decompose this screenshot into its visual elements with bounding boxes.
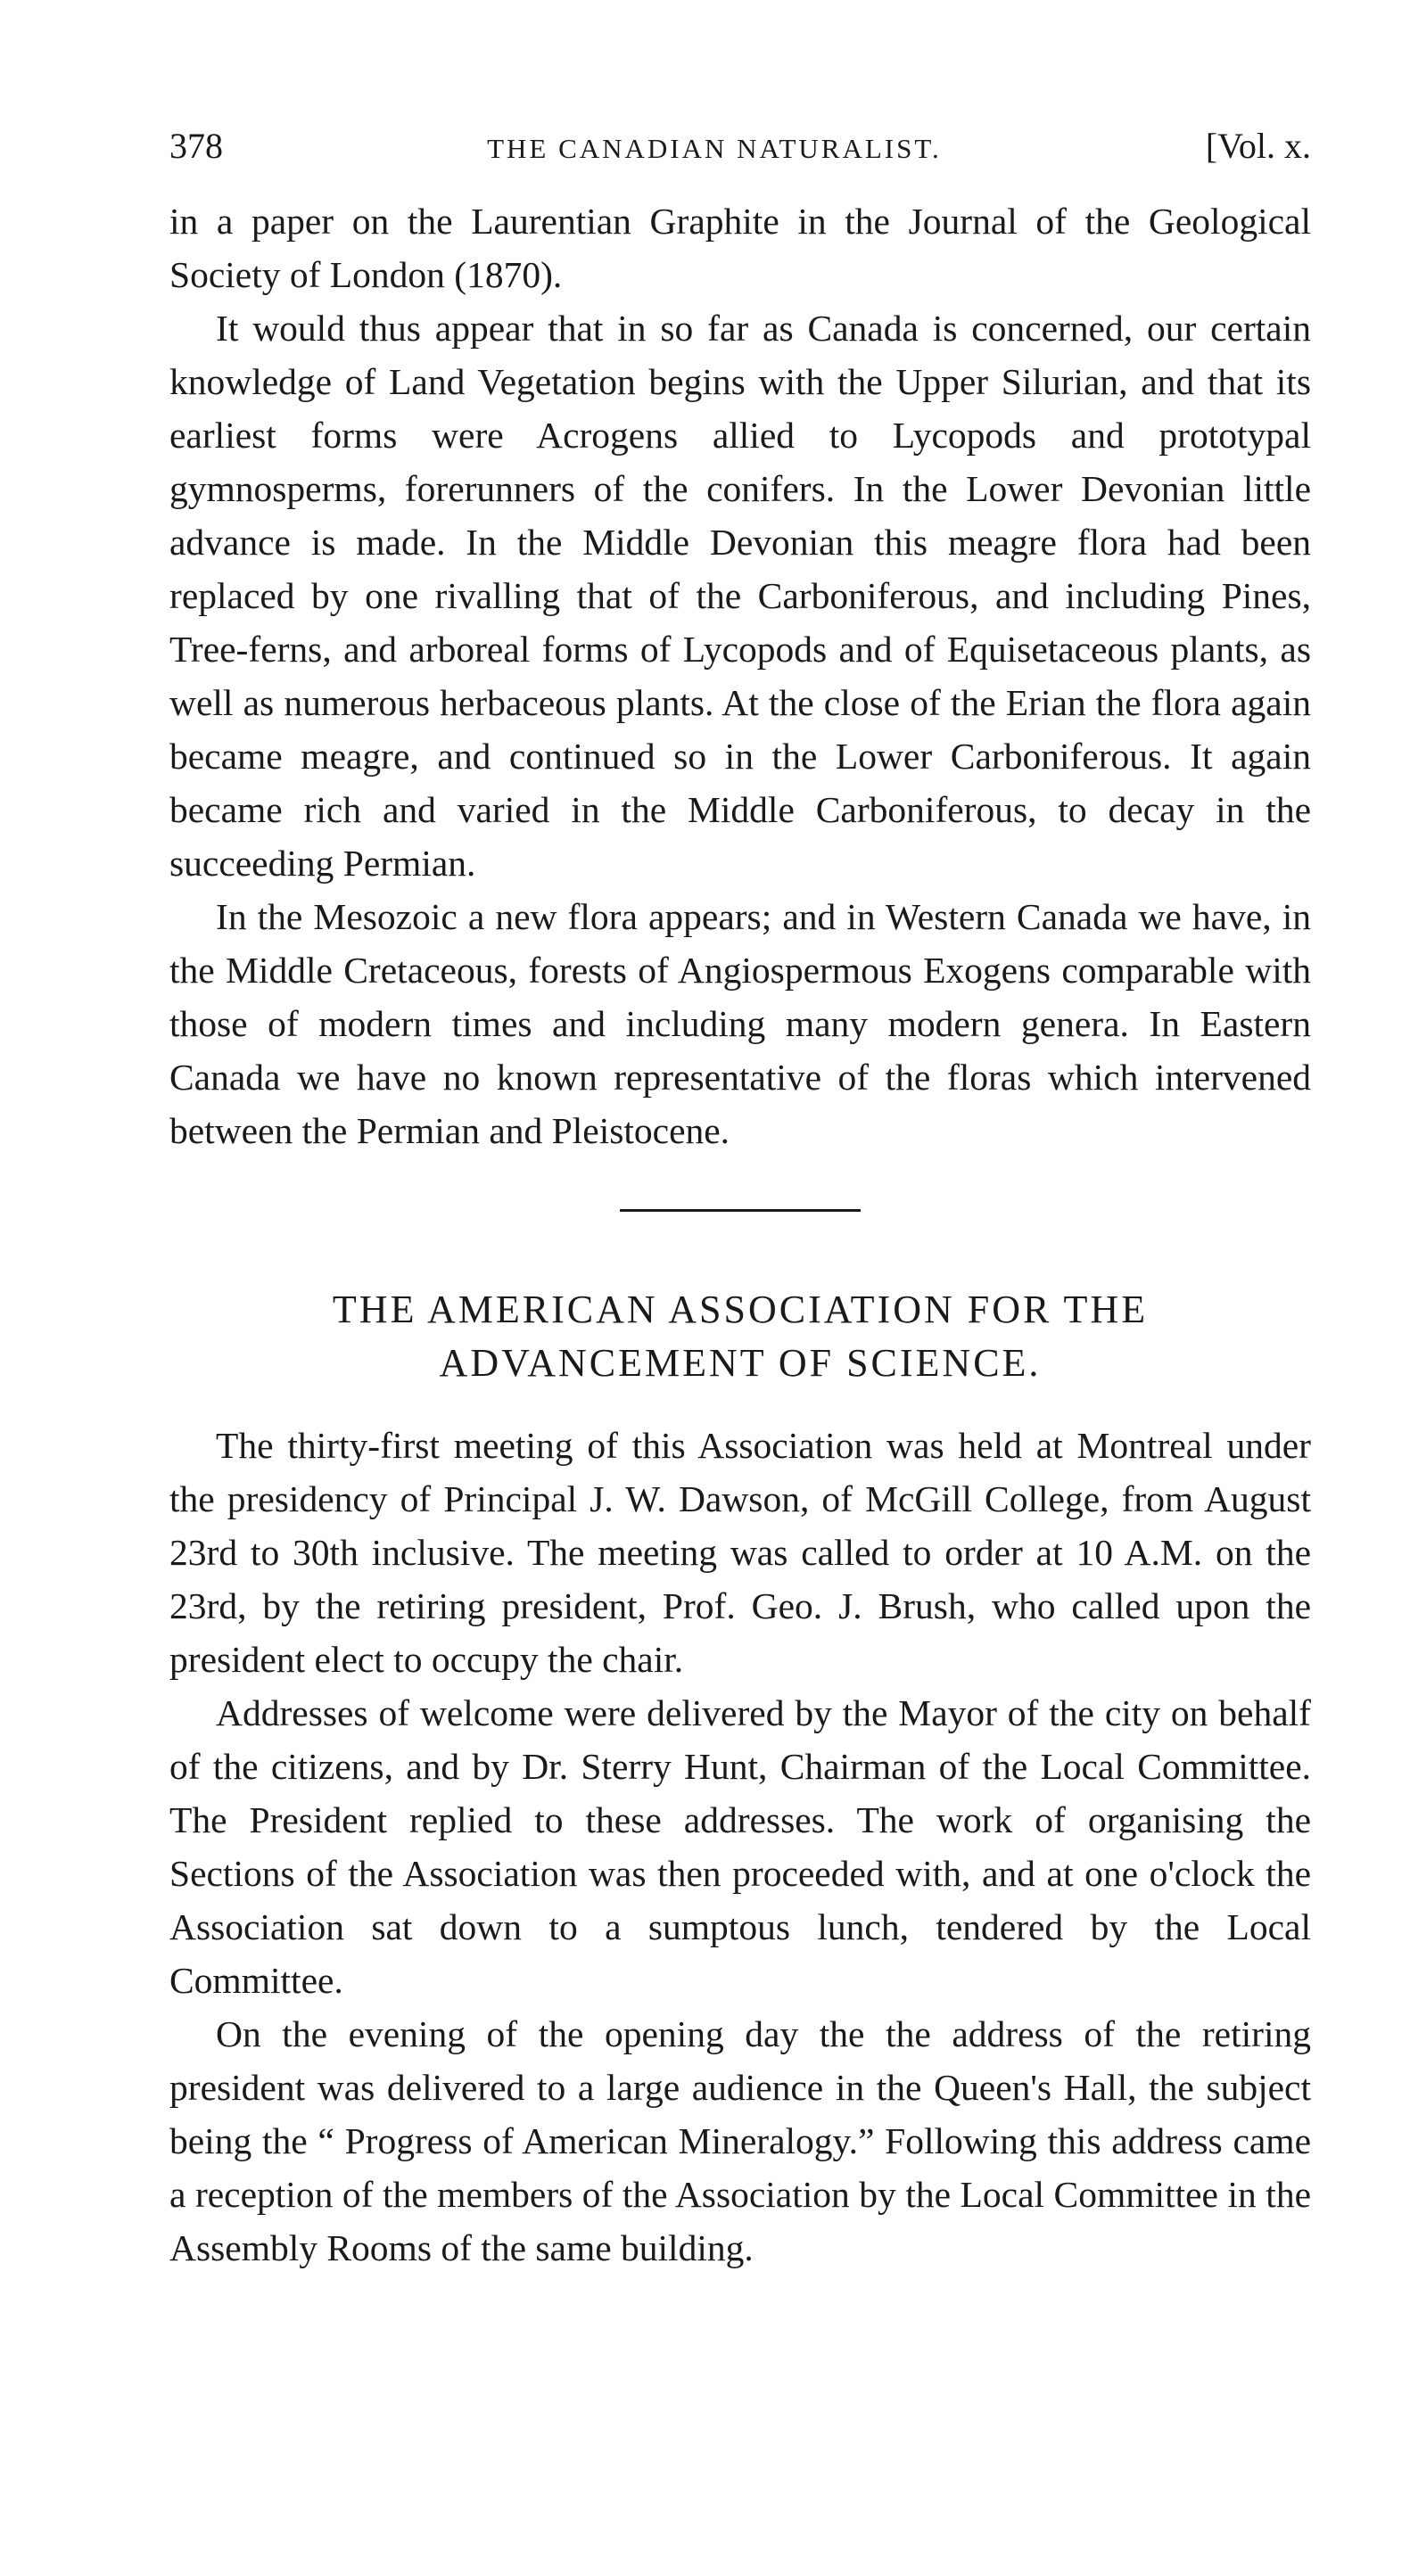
article-laurentian-flora <box>169 194 1311 1157</box>
journal-title: THE CANADIAN NATURALIST. <box>487 133 942 164</box>
section-divider <box>620 1209 861 1212</box>
article-american-association <box>169 1419 1311 2275</box>
paragraph: In the Mesozoic a new flora appears; and in Western Canada we have, in the Middle Cretaceous, forests of Angiospermous Exogens comparable with those of modern times and including many modern genera. In Eastern Canada we have no known representative of the floras which intervened between the Permian and Pleistocene. <box>169 896 1311 1151</box>
section-title-line-1: THE AMERICAN ASSOCIATION FOR THE <box>332 1288 1149 1331</box>
paragraph-continued: in a paper on the Laurentian Graphite in the Journal of the Geological Society of London (1870). <box>169 201 1311 295</box>
volume-number: [Vol. x. <box>1205 126 1311 166</box>
paragraph: The thirty-first meeting of this Association was held at Montreal under the presidency of Principal J. W. Dawson, of McGill College, from August 23rd to 30th inclusive. The meeting was called to order at 10 A.M. on the 23rd, by the retiring president, Prof. Geo. J. Brush, who called upon the president elect to occupy the chair. <box>169 1425 1311 1680</box>
paragraph: It would thus appear that in so far as Canada is concerned, our certain knowledge of Land Vegetation begins with the Upper Silurian, and that its earliest forms were Acrogens allied to Lycopods and prototypal gymnosperms, forerunners of the conifers. In the Lower Devonian little advance is made. In the Middle Devonian this meagre flora had been replaced by one rivalling that of the Carboniferous, and including Pines, Tree-ferns, and arboreal forms of Lycopods and of Equisetaceous plants, as well as numerous herbaceous plants. At the close of the Erian the flora again became meagre, and continued so in the Lower Carboniferous. It again became rich and varied in the Middle Carboniferous, to decay in the succeeding Permian. <box>169 308 1311 884</box>
book-page <box>169 125 1311 2275</box>
page-number: 378 <box>169 126 223 166</box>
section-title <box>169 1283 1311 1390</box>
paragraph: Addresses of welcome were delivered by the Mayor of the city on behalf of the citizens, and by Dr. Sterry Hunt, Chairman of the Local Committee. The President replied to these addresses. The work of organising the Sections of the Association was then proceeded with, and at one o'clock the Association sat down to a sumptous lunch, tendered by the Local Committee. <box>169 1692 1311 2001</box>
section-title-line-2: ADVANCEMENT OF SCIENCE. <box>439 1341 1042 1385</box>
running-head <box>169 125 1311 178</box>
paragraph: On the evening of the opening day the the address of the retiring president was delivered to a large audience in the Queen's Hall, the subject being the “ Progress of American Mineralogy.” Following this address came a reception of the members of the Association by the Local Committee in the Assembly Rooms of the same building. <box>169 2013 1311 2268</box>
